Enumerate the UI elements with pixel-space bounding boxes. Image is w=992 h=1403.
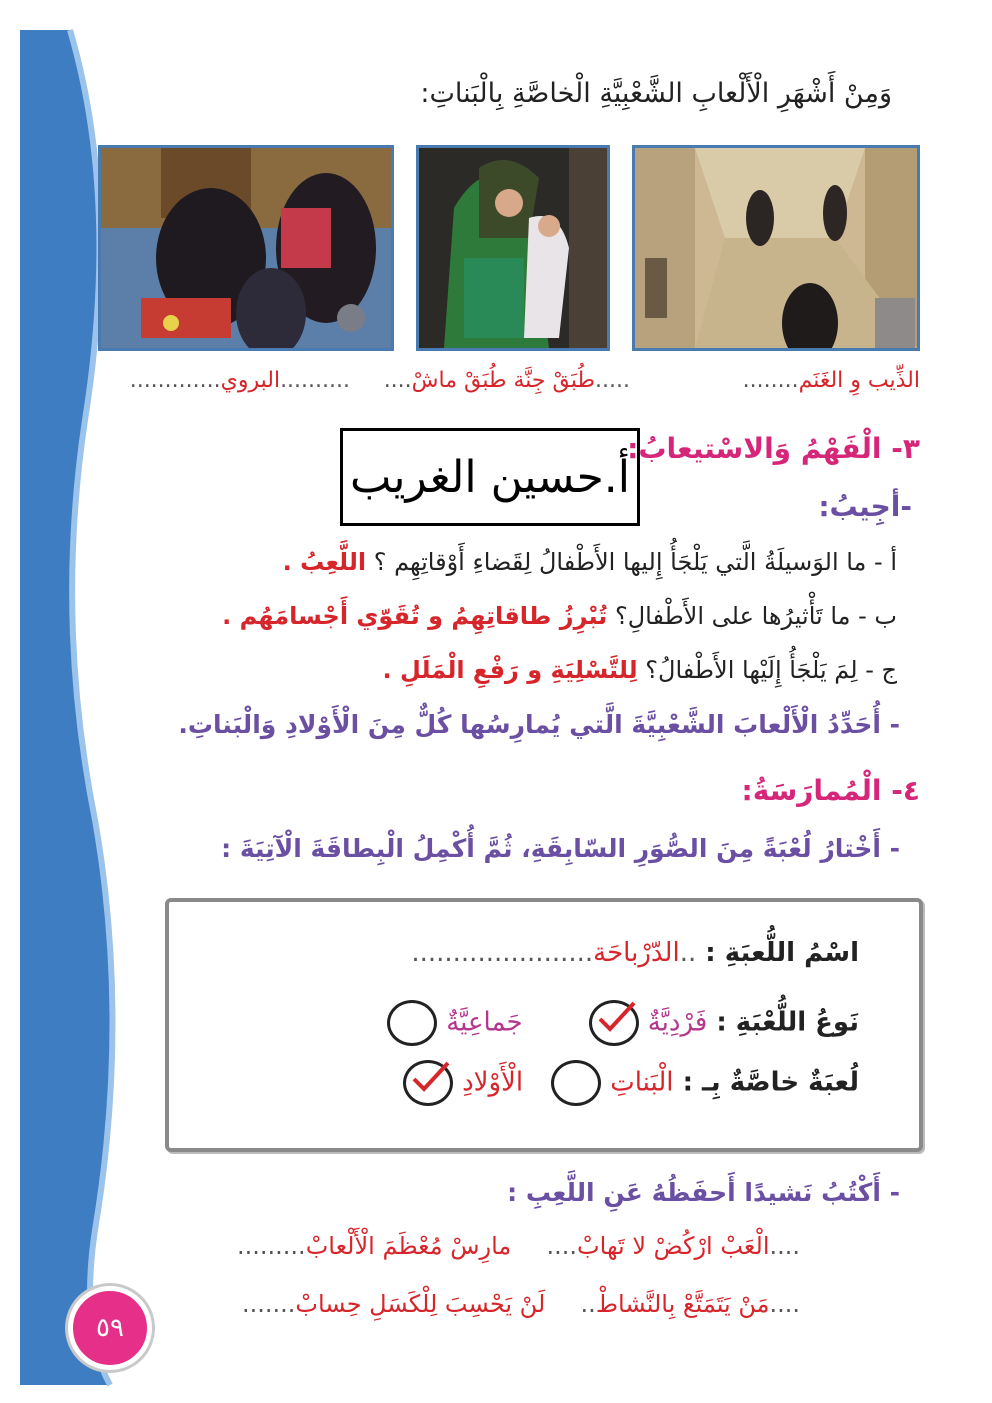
card-game-name-value: الدّرْباحَة	[593, 938, 680, 968]
question-b	[222, 602, 897, 630]
photo-captions	[100, 368, 920, 408]
caption-left: ..........البروي.............	[129, 368, 350, 393]
card-game-for-row	[403, 1060, 859, 1106]
photo-girls-playing-left	[98, 145, 394, 351]
author-name-box: أ.حسين الغريب	[340, 428, 640, 526]
answer-label: -أجِيبُ:	[818, 490, 912, 523]
caption-middle: .....طُبَقْ جِنَّة طُبَقْ ماشْ....	[383, 368, 630, 393]
game-card	[165, 898, 923, 1152]
poem-line-2b: لَنْ يَحْسِبَ لِلْكَسَلِ حِسابْ	[295, 1290, 546, 1318]
for-option-girls: الْبَناتِ	[610, 1067, 674, 1098]
card-game-name-row: اسْمُ اللُّعبَةِ : ..الدّرْباحَة......................	[411, 938, 859, 968]
question-c-text: ج - لِمَ يَلْجَأُ إِلَيْها الأَطْفالُ؟	[645, 656, 897, 684]
question-d: - أُحَدِّدُ الْأَلْعابَ الشَّعْبِيَّةَ الَّتي يُمارِسُها كُلٌّ مِنَ الْأَوْلادِ وَالْبَناتِ.	[178, 710, 900, 739]
poem-line-2a: مَنْ يَتَمَتَّعْ بِالنَّشاطْ	[595, 1290, 770, 1318]
poem-line-1: ....الْعَبْ ارْكُضْ لا تَهابْ.... مارِسْ مُعْظَمَ الْأَلْعابْ.........	[237, 1232, 800, 1260]
photo-girls-dressed-middle	[416, 145, 610, 351]
for-option-boys: الْأَوْلادِ	[462, 1067, 524, 1098]
type-option-individual: فَرْدِيَّةٌ	[647, 1007, 708, 1038]
card-game-type-label: نَوعُ اللُّعْبَةِ :	[716, 1007, 859, 1038]
caption-left-text: البروي	[220, 368, 281, 393]
type-option-individual-checkbox[interactable]	[589, 1000, 639, 1046]
section-3-title: ٣- الْفَهْمُ وَالاسْتيعابُ:	[627, 432, 920, 465]
question-a-text: أ - ما الوَسيلَةُ الَّتي يَلْجَأُ إِليها الأَطْفالُ لِقَضاءِ أَوْقاتِهِم ؟	[373, 548, 897, 576]
red-check-icon	[590, 997, 640, 1043]
section-4-title: ٤- الْمُمارَسَةُ:	[741, 774, 920, 807]
caption-middle-text: طُبَقْ جِنَّة طُبَقْ ماشْ	[411, 368, 596, 393]
card-game-for-label: لُعبَةٌ خاصَّةٌ بِـ :	[682, 1067, 859, 1098]
question-b-answer: تُبْرِزُ طاقاتِهِمُ و تُقَوّي أَجْسامَهُم .	[222, 602, 608, 630]
lesson-heading: وَمِنْ أَشْهَرِ الْأَلْعابِ الشَّعْبِيَّةِ الْخاصَّةِ بِالْبَناتِ:	[420, 78, 892, 109]
question-a-answer: اللَّعِبُ .	[282, 548, 367, 576]
for-option-girls-checkbox[interactable]	[551, 1060, 601, 1106]
card-game-name-label: اسْمُ اللُّعبَةِ :	[705, 938, 859, 968]
type-option-group: جَماعِيَّةٌ	[446, 1007, 523, 1038]
red-check-icon	[404, 1057, 454, 1103]
question-b-text: ب - ما تَأْثيرُها على الأَطْفالِ؟	[614, 602, 897, 630]
caption-right-text: الذِّيب وِ الغَنَم	[798, 368, 920, 393]
poem-line-2: ....مَنْ يَتَمَتَّعْ بِالنَّشاطْ.. لَنْ يَحْسِبَ لِلْكَسَلِ حِسابْ.......	[241, 1290, 800, 1318]
for-option-boys-checkbox[interactable]	[403, 1060, 453, 1106]
section-4-instruction: - أَخْتارُ لُعْبَةً مِنَ الصُّوَرِ السّابِقَةِ، ثُمَّ أُكْمِلُ الْبِطاقَةَ الْآتِيَةَ :	[221, 834, 900, 863]
poem-instruction: - أَكْتُبُ نَشيدًا أَحفَظُهُ عَنِ اللَّعِبِ :	[507, 1178, 900, 1207]
poem-line-1b: مارِسْ مُعْظَمَ الْأَلْعابْ	[305, 1232, 512, 1260]
caption-right: الذِّيب وِ الغَنَم........	[742, 368, 920, 393]
page-number-badge: ٥٩	[68, 1286, 152, 1370]
poem-line-1a: الْعَبْ ارْكُضْ لا تَهابْ	[577, 1232, 770, 1260]
photo-alley-right	[632, 145, 920, 351]
type-option-group-checkbox[interactable]	[387, 1000, 437, 1046]
question-c-answer: لِلتَّسْلِيَةِ و رَفْعِ الْمَلَلِ .	[382, 656, 638, 684]
question-c	[383, 656, 897, 684]
card-game-type-row	[387, 1000, 859, 1046]
question-a	[283, 548, 897, 576]
